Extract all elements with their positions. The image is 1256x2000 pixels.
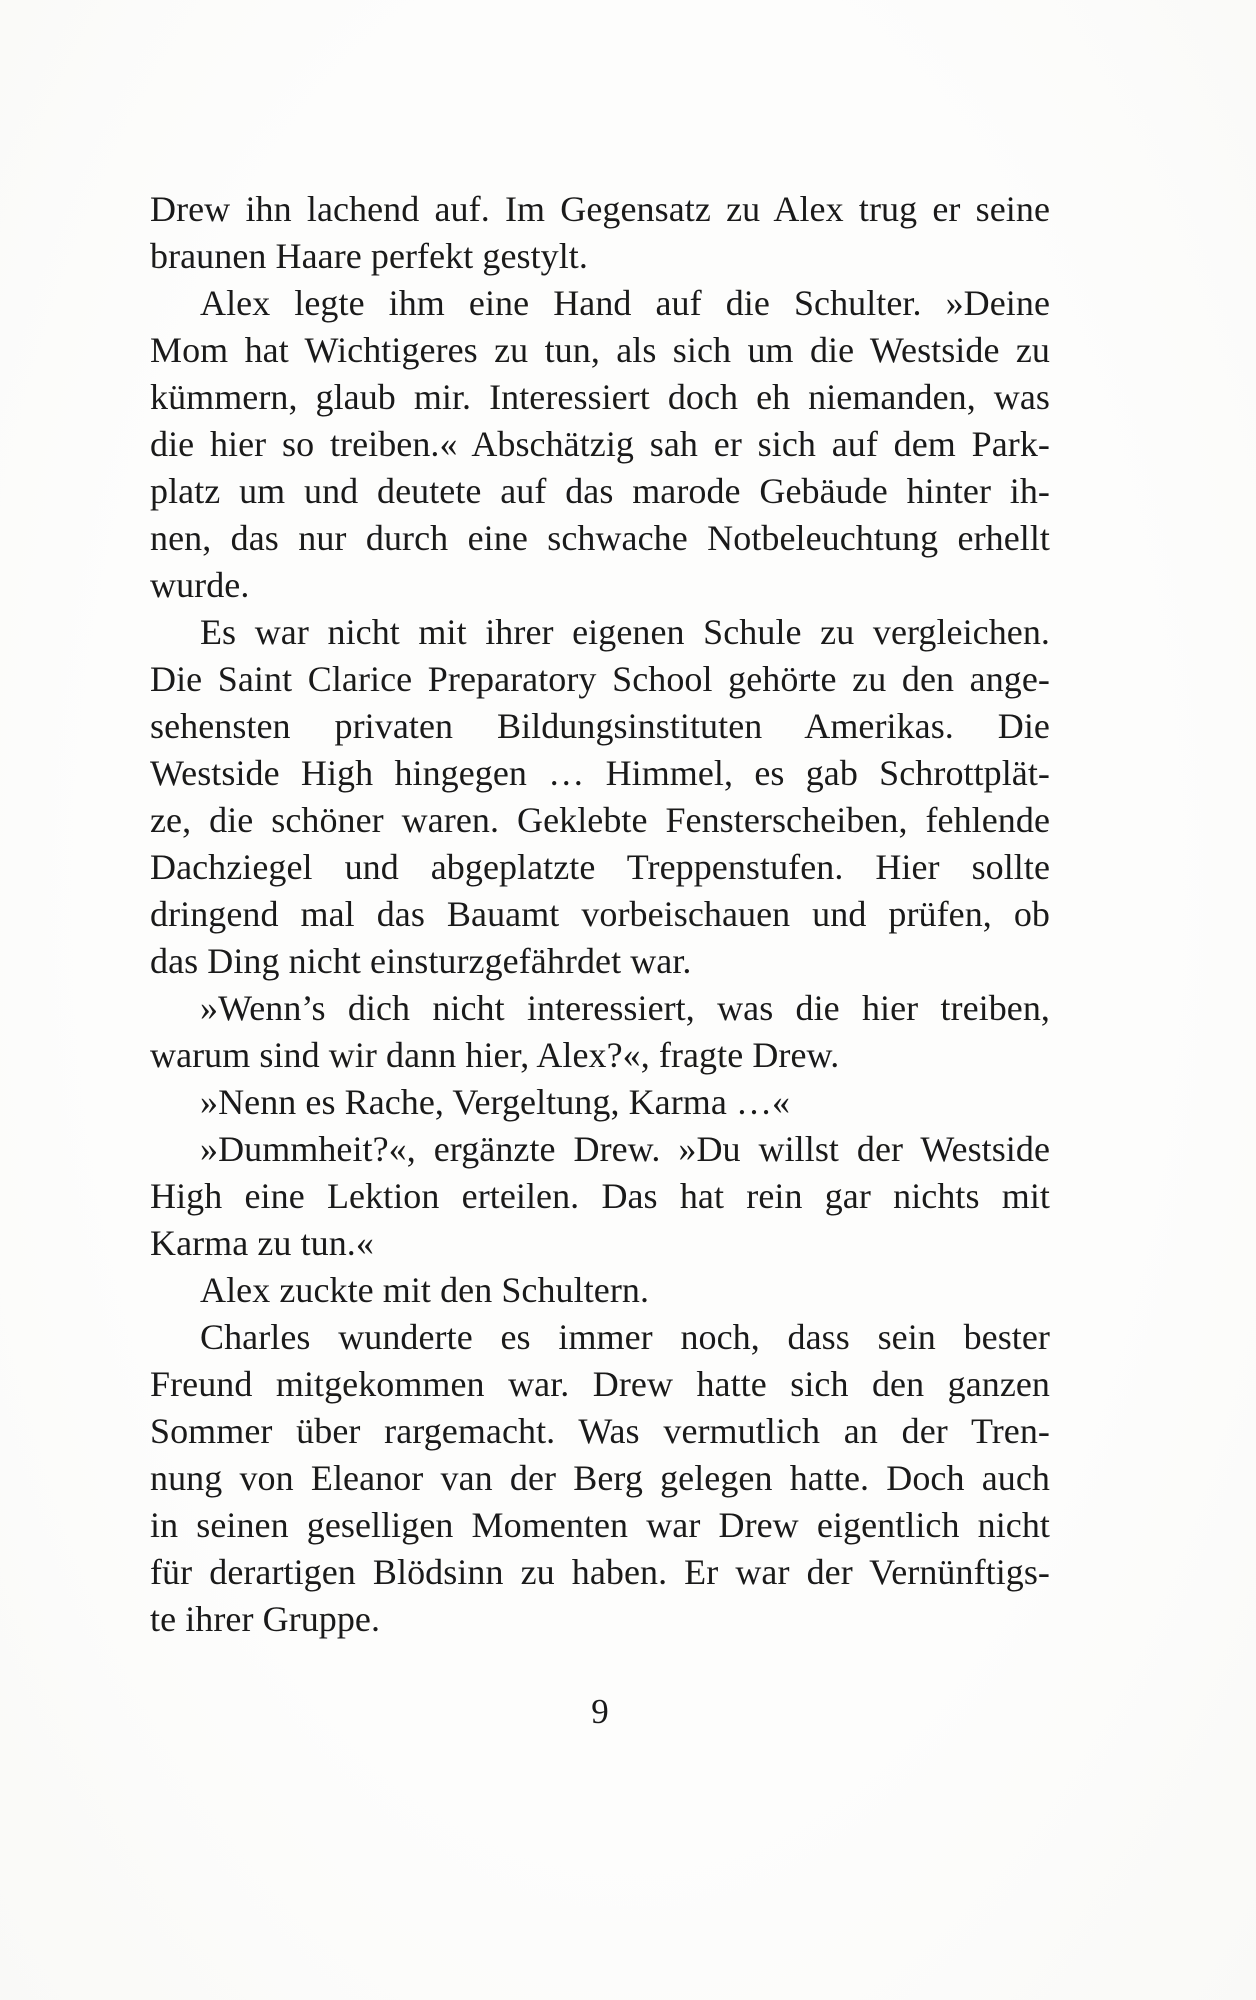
- text-line: braunen Haare perfekt gestylt.: [150, 236, 588, 276]
- text-line: High eine Lektion erteilen. Das hat rein gar nichts mit: [150, 1176, 1050, 1216]
- text-line: nung von Eleanor van der Berg gelegen hatte. Doch auch: [150, 1458, 1050, 1498]
- text-line: »Wenn’s dich nicht interessiert, was die hier treiben,: [200, 988, 1050, 1028]
- text-line: Die Saint Clarice Preparatory School gehörte zu den ange-: [150, 659, 1050, 699]
- text-line: Karma zu tun.«: [150, 1223, 374, 1263]
- text-line: Sommer über rargemacht. Was vermutlich an der Tren-: [150, 1411, 1050, 1451]
- text-line: in seinen geselligen Momenten war Drew eigentlich nicht: [150, 1505, 1050, 1545]
- text-line: die hier so treiben.« Abschätzig sah er sich auf dem Park-: [150, 424, 1050, 464]
- paragraph: [150, 186, 1050, 280]
- text-line: dringend mal das Bauamt vorbeischauen und prüfen, ob: [150, 894, 1050, 934]
- paragraph: [150, 1267, 1050, 1314]
- text-line: kümmern, glaub mir. Interessiert doch eh niemanden, was: [150, 377, 1050, 417]
- text-line: warum sind wir dann hier, Alex?«, fragte Drew.: [150, 1035, 840, 1075]
- text-line: Drew ihn lachend auf. Im Gegensatz zu Alex trug er seine: [150, 189, 1050, 229]
- text-line: »Nenn es Rache, Vergeltung, Karma …«: [200, 1082, 791, 1122]
- text-line: Es war nicht mit ihrer eigenen Schule zu vergleichen.: [200, 612, 1050, 652]
- text-line: Freund mitgekommen war. Drew hatte sich den ganzen: [150, 1364, 1050, 1404]
- text-line: für derartigen Blödsinn zu haben. Er war der Vernünftigs-: [150, 1552, 1050, 1592]
- text-block: [150, 186, 1050, 1643]
- text-line: Charles wunderte es immer noch, dass sein bester: [200, 1317, 1050, 1357]
- text-line: Alex zuckte mit den Schultern.: [200, 1270, 650, 1310]
- paragraph: [150, 985, 1050, 1079]
- paragraph: [150, 1126, 1050, 1267]
- text-line: sehensten privaten Bildungsinstituten Amerikas. Die: [150, 706, 1050, 746]
- text-line: Alex legte ihm eine Hand auf die Schulter. »Deine: [200, 283, 1050, 323]
- text-line: wurde.: [150, 565, 250, 605]
- text-line: platz um und deutete auf das marode Gebäude hinter ih-: [150, 471, 1050, 511]
- text-line: Westside High hingegen … Himmel, es gab Schrottplät-: [150, 753, 1050, 793]
- paragraph: [150, 280, 1050, 609]
- text-line: ze, die schöner waren. Geklebte Fensterscheiben, fehlende: [150, 800, 1050, 840]
- paragraph: [150, 1314, 1050, 1643]
- paragraph: [150, 1079, 1050, 1126]
- page-number: 9: [591, 1692, 609, 1731]
- text-line: te ihrer Gruppe.: [150, 1599, 381, 1639]
- text-line: das Ding nicht einsturzgefährdet war.: [150, 941, 692, 981]
- text-line: »Dummheit?«, ergänzte Drew. »Du willst der Westside: [200, 1129, 1050, 1169]
- paragraph: [150, 609, 1050, 985]
- text-line: Dachziegel und abgeplatzte Treppenstufen. Hier sollte: [150, 847, 1050, 887]
- text-line: nen, das nur durch eine schwache Notbeleuchtung erhellt: [150, 518, 1050, 558]
- text-line: Mom hat Wichtigeres zu tun, als sich um die Westside zu: [150, 330, 1050, 370]
